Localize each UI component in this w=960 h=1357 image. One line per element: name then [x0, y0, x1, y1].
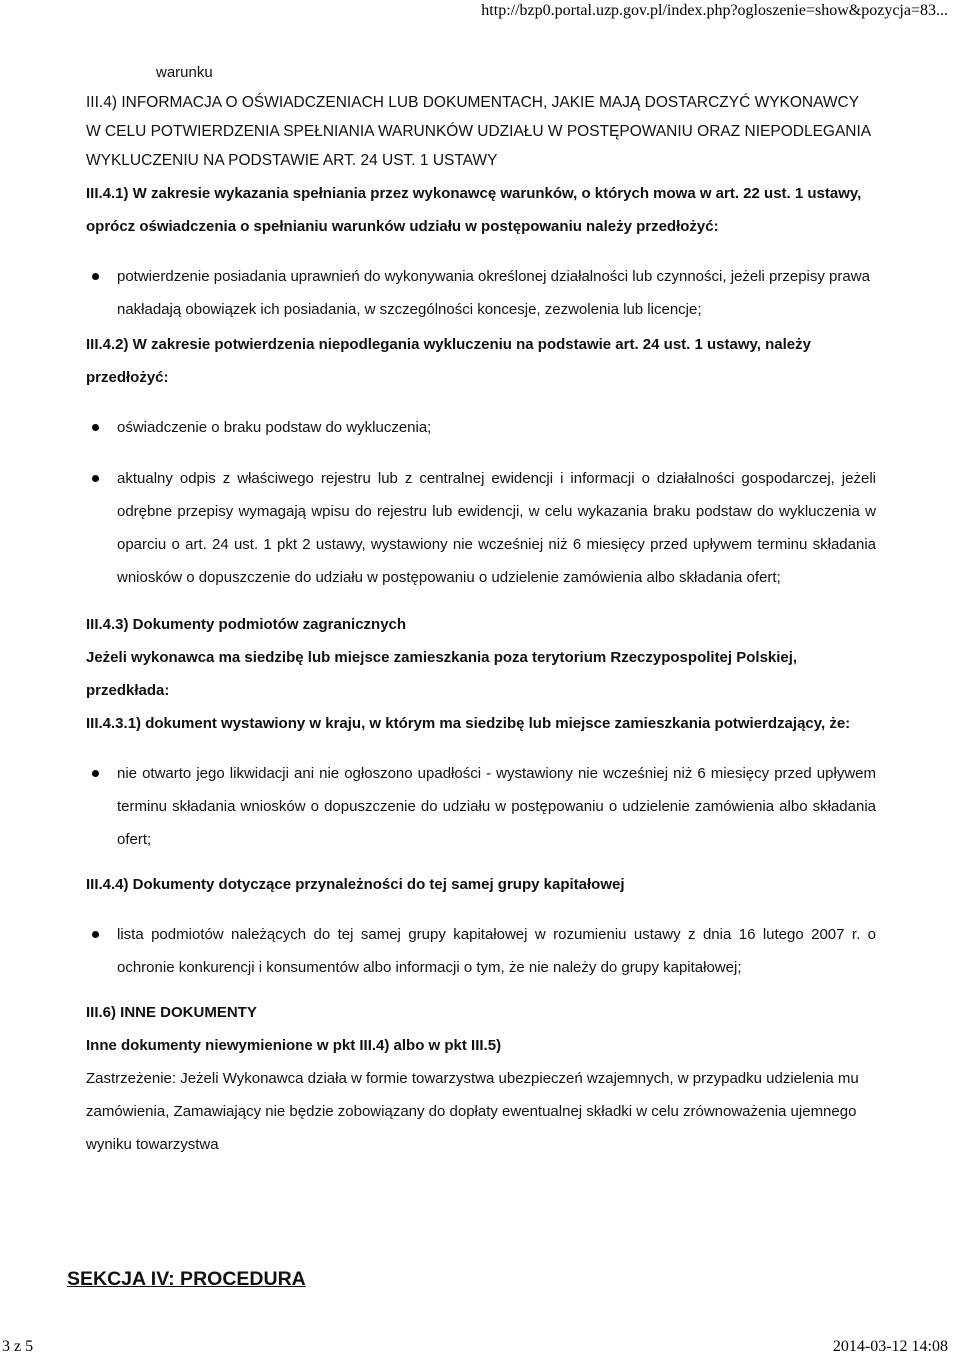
page-number: 3 z 5: [2, 1338, 34, 1355]
document-body: [86, 60, 876, 1161]
top-fragment: warunku: [156, 64, 213, 81]
iii6-text: Zastrzeżenie: Jeżeli Wykonawca działa w formie towarzystwa ubezpieczeń wzajemnych, w przypadku udzielenia mu zamówienia, Zamawiający nie będzie zobowiązany do dopłaty ewentualnej składki w celu zrównoważenia ujemnego wyniku towarzystwa: [86, 1070, 859, 1153]
heading-iii44: III.4.4) Dokumenty dotyczące przynależności do tej samej grupy kapitałowej: [86, 876, 625, 893]
list-iii42: [86, 411, 876, 594]
heading-iii4: III.4) INFORMACJA O OŚWIADCZENIACH LUB DOKUMENTACH, JAKIE MAJĄ DOSTARCZYĆ WYKONAWCY W CELU POTWIERDZENIA SPEŁNIANIA WARUNKÓW UDZIAŁU W POSTĘPOWANIU ORAZ NIEPODLEGANIA WYKLUCZENIU NA PODSTAWIE ART. 24 UST. 1 USTAWY: [86, 94, 871, 169]
heading-iii41: III.4.1) W zakresie wykazania spełniania przez wykonawcę warunków, o których mowa w art. 22 ust. 1 ustawy, oprócz oświadczenia o spełnianiu warunków udziału w postępowaniu należy przedłożyć:: [86, 185, 862, 235]
section-title: SEKCJA IV: PROCEDURA: [67, 1268, 306, 1290]
iii43-subheading: Jeżeli wykonawca ma siedzibę lub miejsce zamieszkania poza terytorium Rzeczypospolitej Polskiej, przedkłada:: [86, 649, 798, 699]
heading-iii6: III.6) INNE DOKUMENTY: [86, 1004, 257, 1021]
page-url-header: http://bzp0.portal.uzp.gov.pl/index.php?ogloszenie=show&pozycja=83...: [481, 2, 948, 19]
iii6-subheading: Inne dokumenty niewymienione w pkt III.4) albo w pkt III.5): [86, 1037, 502, 1054]
list-item: oświadczenie o braku podstaw do wykluczenia;: [86, 411, 876, 444]
list-iii44: [86, 918, 876, 984]
list-item: potwierdzenie posiadania uprawnień do wykonywania określonej działalności lub czynności, jeżeli przepisy prawa nakładają obowiązek ich posiadania, w szczególności koncesje, zezwolenia lub licencje;: [86, 260, 876, 326]
print-datetime: 2014-03-12 14:08: [832, 1338, 948, 1355]
list-item: aktualny odpis z właściwego rejestru lub z centralnej ewidencji i informacji o działalności gospodarczej, jeżeli odrębne przepisy wymagają wpisu do rejestru lub ewidencji, w celu wykazania braku podstaw do wykluczenia w oparciu o art. 24 ust. 1 pkt 2 ustawy, wystawiony nie wcześniej niż 6 miesięcy przed upływem terminu składania wniosków o dopuszczenie do udziału w postępowaniu o udzielenie zamówienia albo składania ofert;: [86, 462, 876, 594]
heading-iii43: III.4.3) Dokumenty podmiotów zagranicznych: [86, 616, 407, 633]
heading-iii42: III.4.2) W zakresie potwierdzenia niepodlegania wykluczeniu na podstawie art. 24 ust. 1 ustawy, należy przedłożyć:: [86, 336, 811, 386]
list-item: lista podmiotów należących do tej samej grupy kapitałowej w rozumieniu ustawy z dnia 16 lutego 2007 r. o ochronie konkurencji i konsumentów albo informacji o tym, że nie należy do grupy kapitałowej;: [86, 918, 876, 984]
list-iii431: [86, 757, 876, 856]
list-item: nie otwarto jego likwidacji ani nie ogłoszono upadłości - wystawiony nie wcześniej niż 6 miesięcy przed upływem terminu składania wniosków o dopuszczenie do udziału w postępowaniu o udzielenie zamówienia albo składania ofert;: [86, 757, 876, 856]
heading-iii431: III.4.3.1) dokument wystawiony w kraju, w którym ma siedzibę lub miejsce zamieszkania potwierdzający, że:: [86, 715, 851, 732]
list-iii41: [86, 260, 876, 326]
